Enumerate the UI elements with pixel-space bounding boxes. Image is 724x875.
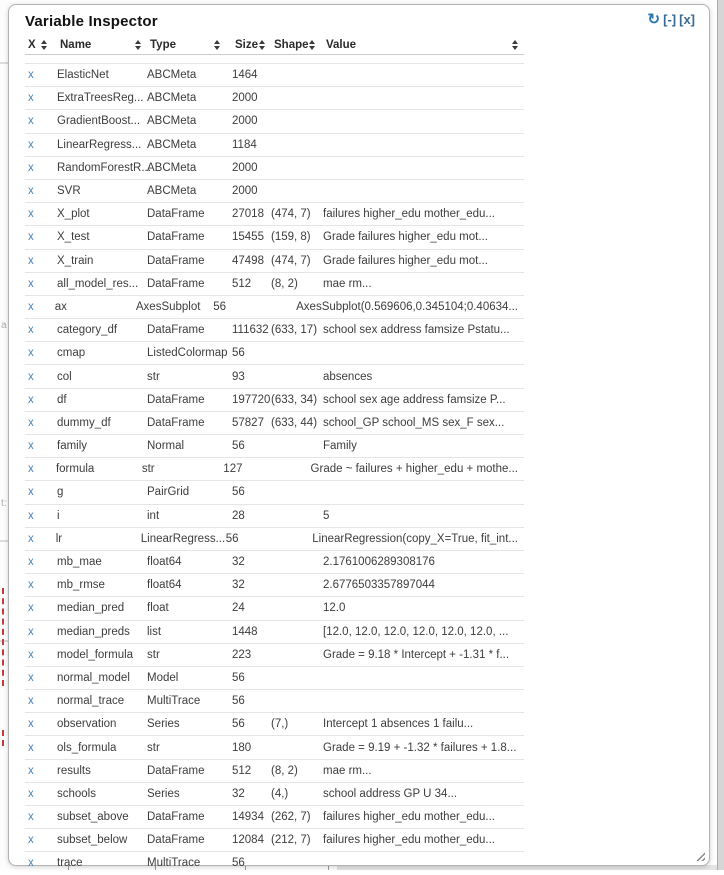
cell-variable-name: normal_model — [57, 671, 130, 684]
delete-variable-button[interactable]: x — [28, 231, 34, 244]
cell-variable-name: GradientBoost... — [57, 115, 141, 128]
cell-variable-type: Series — [147, 787, 180, 800]
cell-variable-size: 111632 — [232, 324, 269, 337]
delete-variable-button[interactable]: x — [28, 834, 34, 847]
cell-x — [25, 649, 57, 661]
delete-variable-button[interactable]: x — [28, 92, 34, 105]
cell-variable-shape: (633, 44) — [271, 416, 318, 429]
cell-variable-name: mb_rmse — [57, 579, 105, 592]
cell-variable-name: formula — [55, 463, 95, 476]
delete-variable-button[interactable]: x — [28, 254, 34, 267]
cell-variable-type: str — [147, 741, 160, 754]
table-row — [25, 643, 524, 666]
cell-variable-type: int — [147, 509, 160, 522]
cell-variable-value: 2.6776503357897044 — [323, 579, 435, 592]
cell-variable-value: mae rm... — [323, 277, 372, 290]
cell-variable-size: 197720 — [232, 393, 271, 406]
table-row — [25, 480, 524, 503]
table-row — [25, 364, 524, 387]
cell-variable-name: category_df — [57, 324, 118, 337]
delete-variable-button[interactable]: x — [28, 416, 34, 429]
column-label: Type — [150, 38, 176, 51]
cell-x — [25, 857, 57, 869]
cell-x — [25, 324, 57, 336]
table-row — [25, 156, 524, 179]
table-row — [25, 63, 524, 86]
cell-variable-size: 2000 — [232, 92, 258, 105]
table-row — [25, 272, 524, 295]
table-header-row — [25, 36, 524, 55]
cell-variable-name: dummy_df — [57, 416, 111, 429]
cell-x — [25, 510, 57, 522]
table-row — [25, 341, 524, 364]
sort-icon[interactable] — [512, 40, 518, 50]
column-label: Value — [326, 38, 357, 51]
page-fragment-red-dash — [2, 730, 4, 746]
table-row — [25, 596, 524, 619]
cell-variable-value: Grade = 9.18 * Intercept + -1.31 * f... — [323, 648, 510, 661]
table-row — [25, 805, 524, 828]
cell-variable-type: DataFrame — [147, 416, 205, 429]
cell-variable-value: Grade failures higher_edu mot... — [323, 231, 488, 244]
cell-variable-name: all_model_res... — [57, 277, 139, 290]
cell-variable-name: X_test — [57, 231, 90, 244]
cell-variable-size: 12084 — [232, 834, 264, 847]
cell-variable-size: 24 — [232, 602, 245, 615]
cell-variable-shape: (633, 17) — [271, 324, 318, 337]
cell-variable-type: Model — [147, 671, 179, 684]
cell-variable-shape: (8, 2) — [271, 277, 298, 290]
cell-variable-shape: (8, 2) — [271, 764, 298, 777]
delete-variable-button[interactable]: x — [28, 764, 34, 777]
table-row — [25, 550, 524, 573]
cell-variable-size: 1448 — [232, 625, 258, 638]
cell-variable-name: subset_below — [57, 834, 128, 847]
cell-x — [25, 208, 57, 220]
cell-x — [25, 92, 57, 104]
delete-variable-button[interactable]: x — [28, 718, 34, 731]
table-row — [25, 86, 524, 109]
cell-variable-value: school address GP U 34... — [323, 787, 458, 800]
cell-variable-name: ElasticNet — [57, 69, 109, 82]
cell-variable-size: 2000 — [232, 161, 258, 174]
cell-variable-name: lr — [55, 532, 63, 545]
cell-variable-value: failures higher_edu mother_edu... — [323, 208, 495, 221]
cell-variable-size: 28 — [232, 509, 245, 522]
table-row — [25, 712, 524, 735]
delete-variable-button[interactable]: x — [28, 602, 34, 615]
cell-x — [25, 255, 57, 267]
cell-x — [25, 278, 57, 290]
table-row — [25, 828, 524, 851]
cell-variable-type: AxesSubplot — [135, 300, 201, 313]
cell-variable-name: cmap — [57, 347, 86, 360]
cell-variable-value: failures higher_edu mother_edu... — [323, 834, 495, 847]
cell-variable-shape: (262, 7) — [271, 811, 311, 824]
cell-variable-type: Normal — [147, 440, 185, 453]
cell-variable-size: 32 — [232, 579, 245, 592]
table-row — [25, 457, 524, 480]
delete-variable-button[interactable]: x — [28, 857, 34, 870]
cell-x — [25, 69, 57, 81]
cell-variable-name: results — [57, 764, 91, 777]
cell-variable-type: MultiTrace — [147, 695, 201, 708]
cell-variable-shape: (4,) — [271, 787, 289, 800]
sort-icon[interactable] — [309, 40, 315, 50]
page-scrollbar-track[interactable] — [717, 0, 724, 870]
variable-table-body[interactable] — [25, 55, 524, 870]
delete-variable-button[interactable]: x — [28, 787, 34, 800]
cell-variable-value: Grade = 9.19 + -1.32 * failures + 1.8... — [323, 741, 517, 754]
cell-x — [25, 533, 56, 545]
cell-x — [25, 579, 57, 591]
delete-variable-button[interactable]: x — [28, 440, 34, 453]
cell-variable-name: observation — [57, 718, 117, 731]
cell-variable-value: school sex age address famsize P... — [323, 393, 506, 406]
cell-variable-name: i — [57, 509, 60, 522]
panel-title: Variable Inspector — [25, 13, 158, 30]
cell-variable-shape: (474, 7) — [271, 254, 311, 267]
cell-variable-value: Grade ~ failures + higher_edu + mothe... — [310, 463, 518, 476]
cell-variable-size: 57827 — [232, 416, 264, 429]
cell-variable-name: ax — [54, 300, 67, 313]
cell-variable-value: 12.0 — [323, 602, 346, 615]
cell-variable-type: MultiTrace — [147, 857, 201, 870]
cell-variable-type: str — [141, 463, 155, 476]
cell-variable-size: 56 — [232, 486, 245, 499]
cell-variable-type: DataFrame — [147, 254, 205, 267]
cell-variable-size: 47498 — [232, 254, 264, 267]
cell-variable-type: DataFrame — [147, 277, 205, 290]
delete-variable-button[interactable]: x — [28, 811, 34, 824]
cell-variable-name: ExtraTreesReg... — [57, 92, 144, 105]
variable-inspector-panel — [8, 4, 710, 870]
delete-variable-button[interactable]: x — [28, 370, 34, 383]
cell-x — [25, 371, 57, 383]
cell-variable-shape: (474, 7) — [271, 208, 311, 221]
cell-x — [25, 185, 57, 197]
page-fragment-red-dashes — [2, 588, 4, 686]
cell-variable-size: 56 — [232, 347, 245, 360]
cell-variable-value: failures higher_edu mother_edu... — [323, 811, 495, 824]
table-row — [25, 434, 524, 457]
cell-variable-name: LinearRegress... — [57, 138, 142, 151]
cell-variable-size: 56 — [232, 671, 245, 684]
delete-variable-button[interactable]: x — [28, 556, 34, 569]
delete-variable-button[interactable]: x — [28, 486, 34, 499]
delete-variable-button[interactable]: x — [28, 69, 34, 82]
sort-icon[interactable] — [135, 40, 141, 50]
cell-variable-shape: (212, 7) — [271, 834, 311, 847]
cell-x — [25, 788, 57, 800]
cell-variable-name: X_plot — [57, 208, 90, 221]
column-header-value[interactable] — [323, 39, 524, 51]
cell-variable-size: 1464 — [232, 69, 258, 82]
cell-x — [25, 765, 57, 777]
cell-x — [25, 834, 57, 846]
table-row — [25, 249, 524, 272]
cell-variable-size: 56 — [232, 695, 245, 708]
cell-variable-name: schools — [57, 787, 96, 800]
sort-icon[interactable] — [214, 40, 220, 50]
cell-variable-type: Series — [147, 718, 180, 731]
cell-variable-size: 27018 — [232, 208, 264, 221]
cell-variable-type: DataFrame — [147, 324, 205, 337]
delete-variable-button[interactable]: x — [28, 115, 34, 128]
cell-variable-type: DataFrame — [147, 231, 205, 244]
cell-variable-shape: (633, 34) — [271, 393, 318, 406]
cell-variable-value: mae rm... — [323, 764, 372, 777]
table-row — [25, 504, 524, 527]
cell-variable-value: absences — [323, 370, 373, 383]
delete-variable-button[interactable]: x — [28, 463, 34, 476]
cell-variable-type: DataFrame — [147, 393, 205, 406]
table-row — [25, 133, 524, 156]
cell-x — [25, 115, 57, 127]
delete-variable-button[interactable]: x — [28, 161, 34, 174]
column-header-x[interactable] — [25, 39, 57, 51]
cell-variable-value: 5 — [323, 509, 330, 522]
cell-variable-size: 180 — [232, 741, 252, 754]
cell-variable-name: subset_above — [57, 811, 129, 824]
cell-variable-name: family — [57, 440, 88, 453]
cell-x — [25, 394, 57, 406]
cell-variable-shape: (159, 8) — [271, 231, 311, 244]
cell-variable-value: school_GP school_MS sex_F sex... — [323, 416, 505, 429]
cell-variable-value: 2.1761006289308176 — [323, 556, 435, 569]
cell-variable-size: 56 — [225, 532, 239, 545]
cell-x — [25, 231, 57, 243]
table-row — [25, 735, 524, 758]
cell-x — [25, 811, 57, 823]
cell-variable-type: DataFrame — [147, 208, 205, 221]
cell-variable-value: [12.0, 12.0, 12.0, 12.0, 12.0, 12.0, ... — [323, 625, 509, 638]
cell-variable-name: ols_formula — [57, 741, 117, 754]
cell-variable-size: 2000 — [232, 115, 258, 128]
table-row — [25, 620, 524, 643]
close-button[interactable]: [x] — [679, 12, 695, 27]
delete-variable-button[interactable]: x — [28, 393, 34, 406]
delete-variable-button[interactable]: x — [28, 277, 34, 290]
delete-variable-button[interactable]: x — [28, 138, 34, 151]
delete-variable-button[interactable]: x — [28, 300, 34, 313]
cell-variable-name: g — [57, 486, 64, 499]
cell-variable-value: school sex address famsize Pstatu... — [323, 324, 510, 337]
page-fragment-text: t: — [1, 498, 7, 509]
cell-x — [25, 556, 57, 568]
sort-icon[interactable] — [259, 40, 265, 50]
cell-variable-size: 32 — [232, 787, 245, 800]
cell-variable-name: normal_trace — [57, 695, 125, 708]
cell-x — [25, 695, 57, 707]
table-row — [25, 202, 524, 225]
cell-variable-type: float — [147, 602, 169, 615]
cell-variable-size: 512 — [232, 277, 252, 290]
delete-variable-button[interactable]: x — [28, 324, 34, 337]
cell-variable-name: mb_mae — [57, 556, 102, 569]
cell-variable-size: 223 — [232, 648, 252, 661]
cell-x — [25, 347, 57, 359]
cell-variable-type: list — [147, 625, 162, 638]
table-row — [25, 179, 524, 202]
cell-variable-type: DataFrame — [147, 764, 205, 777]
cell-variable-value: Intercept 1 absences 1 failu... — [323, 718, 474, 731]
cell-variable-type: ListedColormap — [147, 347, 228, 360]
cell-variable-name: col — [57, 370, 72, 383]
cell-variable-type: float64 — [147, 579, 182, 592]
column-label: X — [28, 38, 36, 51]
table-row — [25, 782, 524, 805]
column-label: Shape — [274, 38, 309, 51]
column-header-name[interactable] — [57, 39, 147, 51]
cell-variable-size: 56 — [232, 718, 245, 731]
cell-variable-type: str — [147, 648, 160, 661]
delete-variable-button[interactable]: x — [28, 648, 34, 661]
panel-controls — [648, 12, 695, 27]
cell-variable-size: 15455 — [232, 231, 264, 244]
column-header-shape[interactable] — [271, 39, 323, 51]
column-header-size[interactable] — [232, 39, 271, 51]
cell-variable-type: ABCMeta — [147, 115, 197, 128]
cell-x — [25, 440, 57, 452]
cell-variable-name: RandomForestR... — [57, 161, 151, 174]
cell-variable-type: ABCMeta — [147, 92, 197, 105]
cell-x — [25, 742, 57, 754]
cell-variable-size: 56 — [232, 440, 245, 453]
cell-variable-value: LinearRegression(copy_X=True, fit_int... — [312, 532, 518, 545]
delete-variable-button[interactable]: x — [28, 509, 34, 522]
delete-variable-button[interactable]: x — [28, 532, 34, 545]
delete-variable-button[interactable]: x — [28, 671, 34, 684]
cell-variable-size: 127 — [223, 463, 243, 476]
cell-variable-size: 56 — [213, 300, 227, 313]
cell-variable-name: median_preds — [57, 625, 130, 638]
table-row — [25, 109, 524, 132]
table-row — [25, 851, 524, 874]
table-row — [25, 527, 524, 550]
cell-x — [25, 486, 57, 498]
table-row — [25, 225, 524, 248]
cell-variable-name: model_formula — [57, 648, 134, 661]
table-row — [25, 388, 524, 411]
delete-variable-button[interactable]: x — [28, 347, 34, 360]
cell-variable-name: SVR — [57, 185, 81, 198]
cell-x — [25, 718, 57, 730]
column-label: Size — [235, 38, 259, 51]
cell-x — [25, 417, 57, 429]
cell-variable-type: str — [147, 370, 160, 383]
cell-variable-type: ABCMeta — [147, 185, 197, 198]
cell-variable-size: 2000 — [232, 185, 258, 198]
table-row — [25, 689, 524, 712]
cell-variable-size: 56 — [232, 857, 245, 870]
delete-variable-button[interactable]: x — [28, 208, 34, 221]
cell-variable-type: ABCMeta — [147, 69, 197, 82]
cell-variable-type: DataFrame — [147, 834, 205, 847]
cell-x — [25, 626, 57, 638]
column-label: Name — [60, 38, 92, 51]
table-row — [25, 411, 524, 434]
delete-variable-button[interactable]: x — [28, 695, 34, 708]
table-row — [25, 295, 524, 318]
delete-variable-button[interactable]: x — [28, 579, 34, 592]
cell-variable-type: DataFrame — [147, 811, 205, 824]
cell-variable-name: df — [57, 393, 67, 406]
cell-x — [25, 162, 57, 174]
cell-variable-size: 1184 — [232, 138, 257, 151]
table-row — [25, 573, 524, 596]
delete-variable-button[interactable]: x — [28, 625, 34, 638]
cell-variable-value: Family — [323, 440, 357, 453]
cell-variable-name: X_train — [57, 254, 94, 267]
delete-variable-button[interactable]: x — [28, 185, 34, 198]
cell-variable-value: AxesSubplot(0.569606,0.345104;0.40634... — [296, 300, 518, 313]
cell-variable-name: median_pred — [57, 602, 125, 615]
delete-variable-button[interactable]: x — [28, 741, 34, 754]
cell-x — [25, 602, 57, 614]
refresh-icon[interactable]: ↻ — [647, 10, 661, 28]
cell-variable-type: float64 — [147, 556, 182, 569]
cell-variable-size: 14934 — [232, 811, 264, 824]
resize-handle-icon[interactable] — [694, 850, 705, 861]
cell-variable-size: 512 — [232, 764, 252, 777]
cell-variable-value: Grade failures higher_edu mot... — [323, 254, 488, 267]
cell-variable-type: ABCMeta — [147, 138, 197, 151]
column-header-type[interactable] — [147, 39, 232, 51]
cell-x — [25, 139, 57, 151]
cell-variable-size: 32 — [232, 556, 245, 569]
cell-variable-type: ABCMeta — [147, 161, 197, 174]
cell-variable-type: PairGrid — [147, 486, 190, 499]
cell-x — [25, 301, 55, 313]
table-row — [25, 759, 524, 782]
sort-icon[interactable] — [41, 40, 47, 50]
collapse-button[interactable]: [-] — [663, 12, 677, 27]
cell-variable-name: trace — [57, 857, 83, 870]
panel-header — [9, 5, 709, 32]
cell-variable-shape: (7,) — [271, 718, 289, 731]
table-row — [25, 666, 524, 689]
cell-x — [25, 672, 57, 684]
cell-variable-size: 93 — [232, 370, 245, 383]
page-fragment-text: a — [1, 320, 7, 331]
cell-variable-type: LinearRegress... — [140, 532, 226, 545]
cell-x — [25, 463, 56, 475]
table-row — [25, 318, 524, 341]
